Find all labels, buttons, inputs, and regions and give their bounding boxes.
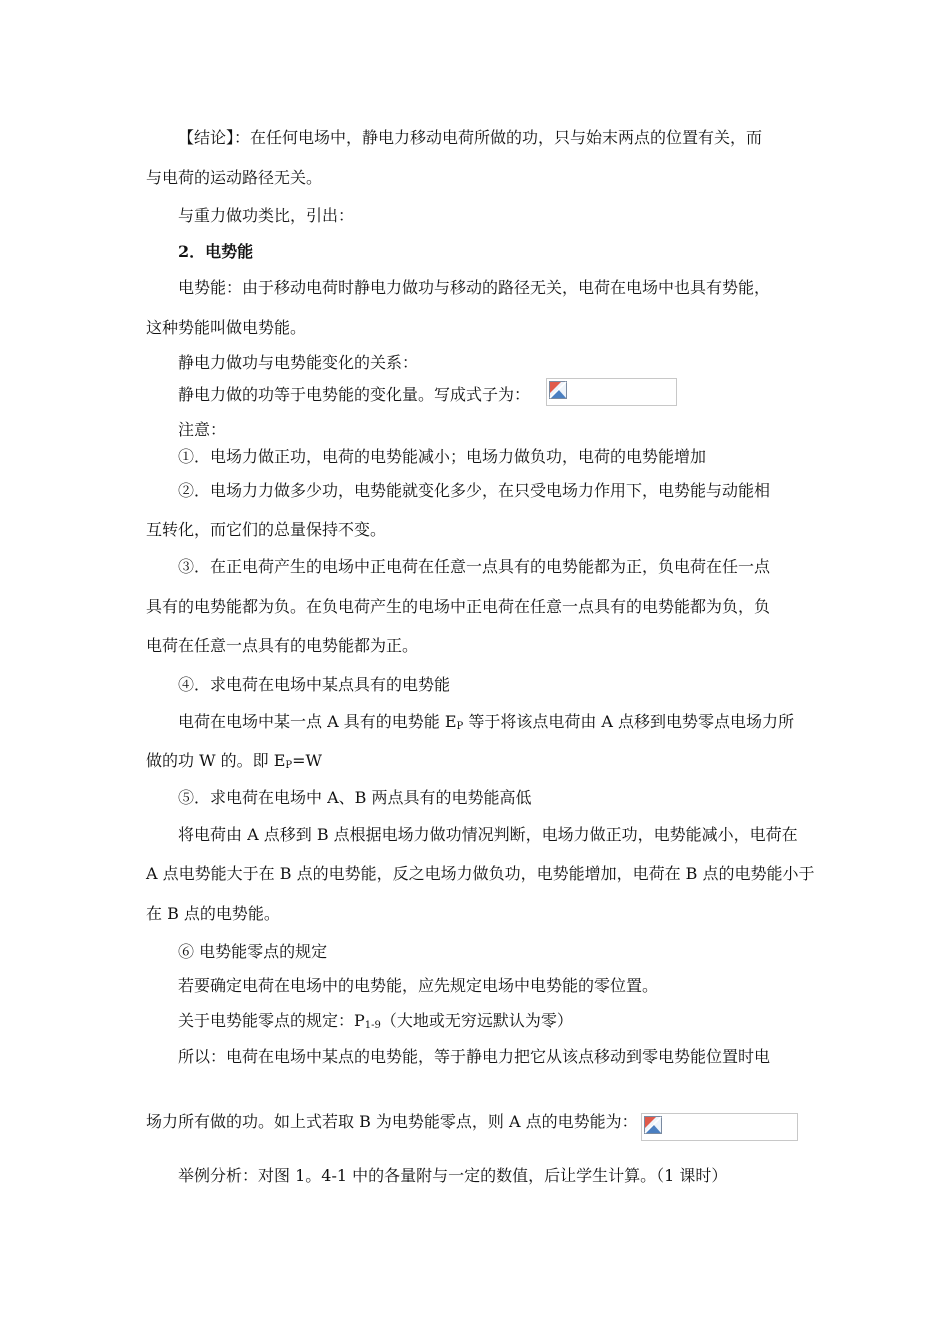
note-2-line-1: ②．电场力力做多少功，电势能就变化多少，在只受电场力作用下，电势能与动能相 — [178, 481, 771, 500]
note-4-heading: ④．求电荷在电场中某点具有的电势能 — [178, 675, 451, 694]
note-4-line-1: 电荷在电场中某一点 A 具有的电势能 $E_P$ 等于将该点电荷由 A 点移到电势零点电场力所 — [178, 712, 795, 732]
relation-heading: 静电力做功与电势能变化的关系： — [178, 353, 419, 372]
note-3-line-1: ③．在正电荷产生的电场中正电荷在任意一点具有的电势能都为正，负电荷在任一点 — [178, 557, 771, 576]
definition-line-1: 电势能：由于移动电荷时静电力做功与移动的路径无关，电荷在电场中也具有势能， — [178, 278, 771, 297]
relation-line: 静电力做的功等于电势能的变化量。写成式子为： — [178, 385, 531, 404]
conclusion-line-2: 与电荷的运动路径无关。 — [146, 168, 323, 187]
note-4-line-2: 做的功 W 的。即 $E_P=W$ — [146, 751, 322, 771]
section-heading-potential-energy: 2．电势能 — [178, 242, 254, 261]
note-5-line-1: 将电荷由 A 点移到 B 点根据电场力做功情况判断，电场力做正功，电势能减小，电荷在 — [178, 825, 798, 844]
note-2-line-2: 互转化，而它们的总量保持不变。 — [146, 520, 387, 539]
formula-image-placeholder-2 — [641, 1113, 798, 1141]
definition-line-2: 这种势能叫做电势能。 — [146, 318, 307, 337]
note-3-line-2: 具有的电势能都为负。在负电荷产生的电场中正电荷在任意一点具有的电势能都为负，负 — [146, 597, 771, 616]
example-analysis-line: 举例分析：对图 1。4-1 中的各量附与一定的数值，后让学生计算。（1 课时） — [178, 1166, 728, 1185]
conclusion-line-1: 【结论】：在任何电场中，静电力移动电荷所做的功，只与始末两点的位置有关，而 — [178, 128, 763, 147]
note-5-line-2: A 点电势能大于在 B 点的电势能，反之电场力做负功，电势能增加，电荷在 B 点的电势能小于 — [146, 864, 815, 883]
conclusion-2-line-1: 所以：电荷在电场中某点的电势能，等于静电力把它从该点移动到零电势能位置时电 — [178, 1047, 771, 1066]
conclusion-2-line-2: 场力所有做的功。如上式若取 B 为电势能零点，则 A 点的电势能为： — [146, 1112, 638, 1131]
formula-image-placeholder — [546, 378, 677, 406]
note-3-line-3: 电荷在任意一点具有的电势能都为正。 — [146, 636, 419, 655]
note-6-heading: ⑥ 电势能零点的规定 — [178, 942, 328, 961]
note-6-line-2: 关于电势能零点的规定：$P_{1-9}$（大地或无穷远默认为零） — [178, 1011, 573, 1031]
note-6-line-1: 若要确定电荷在电场中的电势能，应先规定电场中电势能的零位置。 — [178, 976, 659, 995]
analogy-line: 与重力做功类比，引出： — [178, 206, 355, 225]
note-1: ①．电场力做正功，电荷的电势能减小；电场力做负功，电荷的电势能增加 — [178, 447, 707, 466]
note-5-heading: ⑤．求电荷在电场中 A、B 两点具有的电势能高低 — [178, 788, 532, 807]
note-5-line-3: 在 B 点的电势能。 — [146, 904, 280, 923]
broken-image-icon — [549, 381, 567, 399]
broken-image-icon — [644, 1116, 662, 1134]
note-heading: 注意： — [178, 420, 227, 439]
